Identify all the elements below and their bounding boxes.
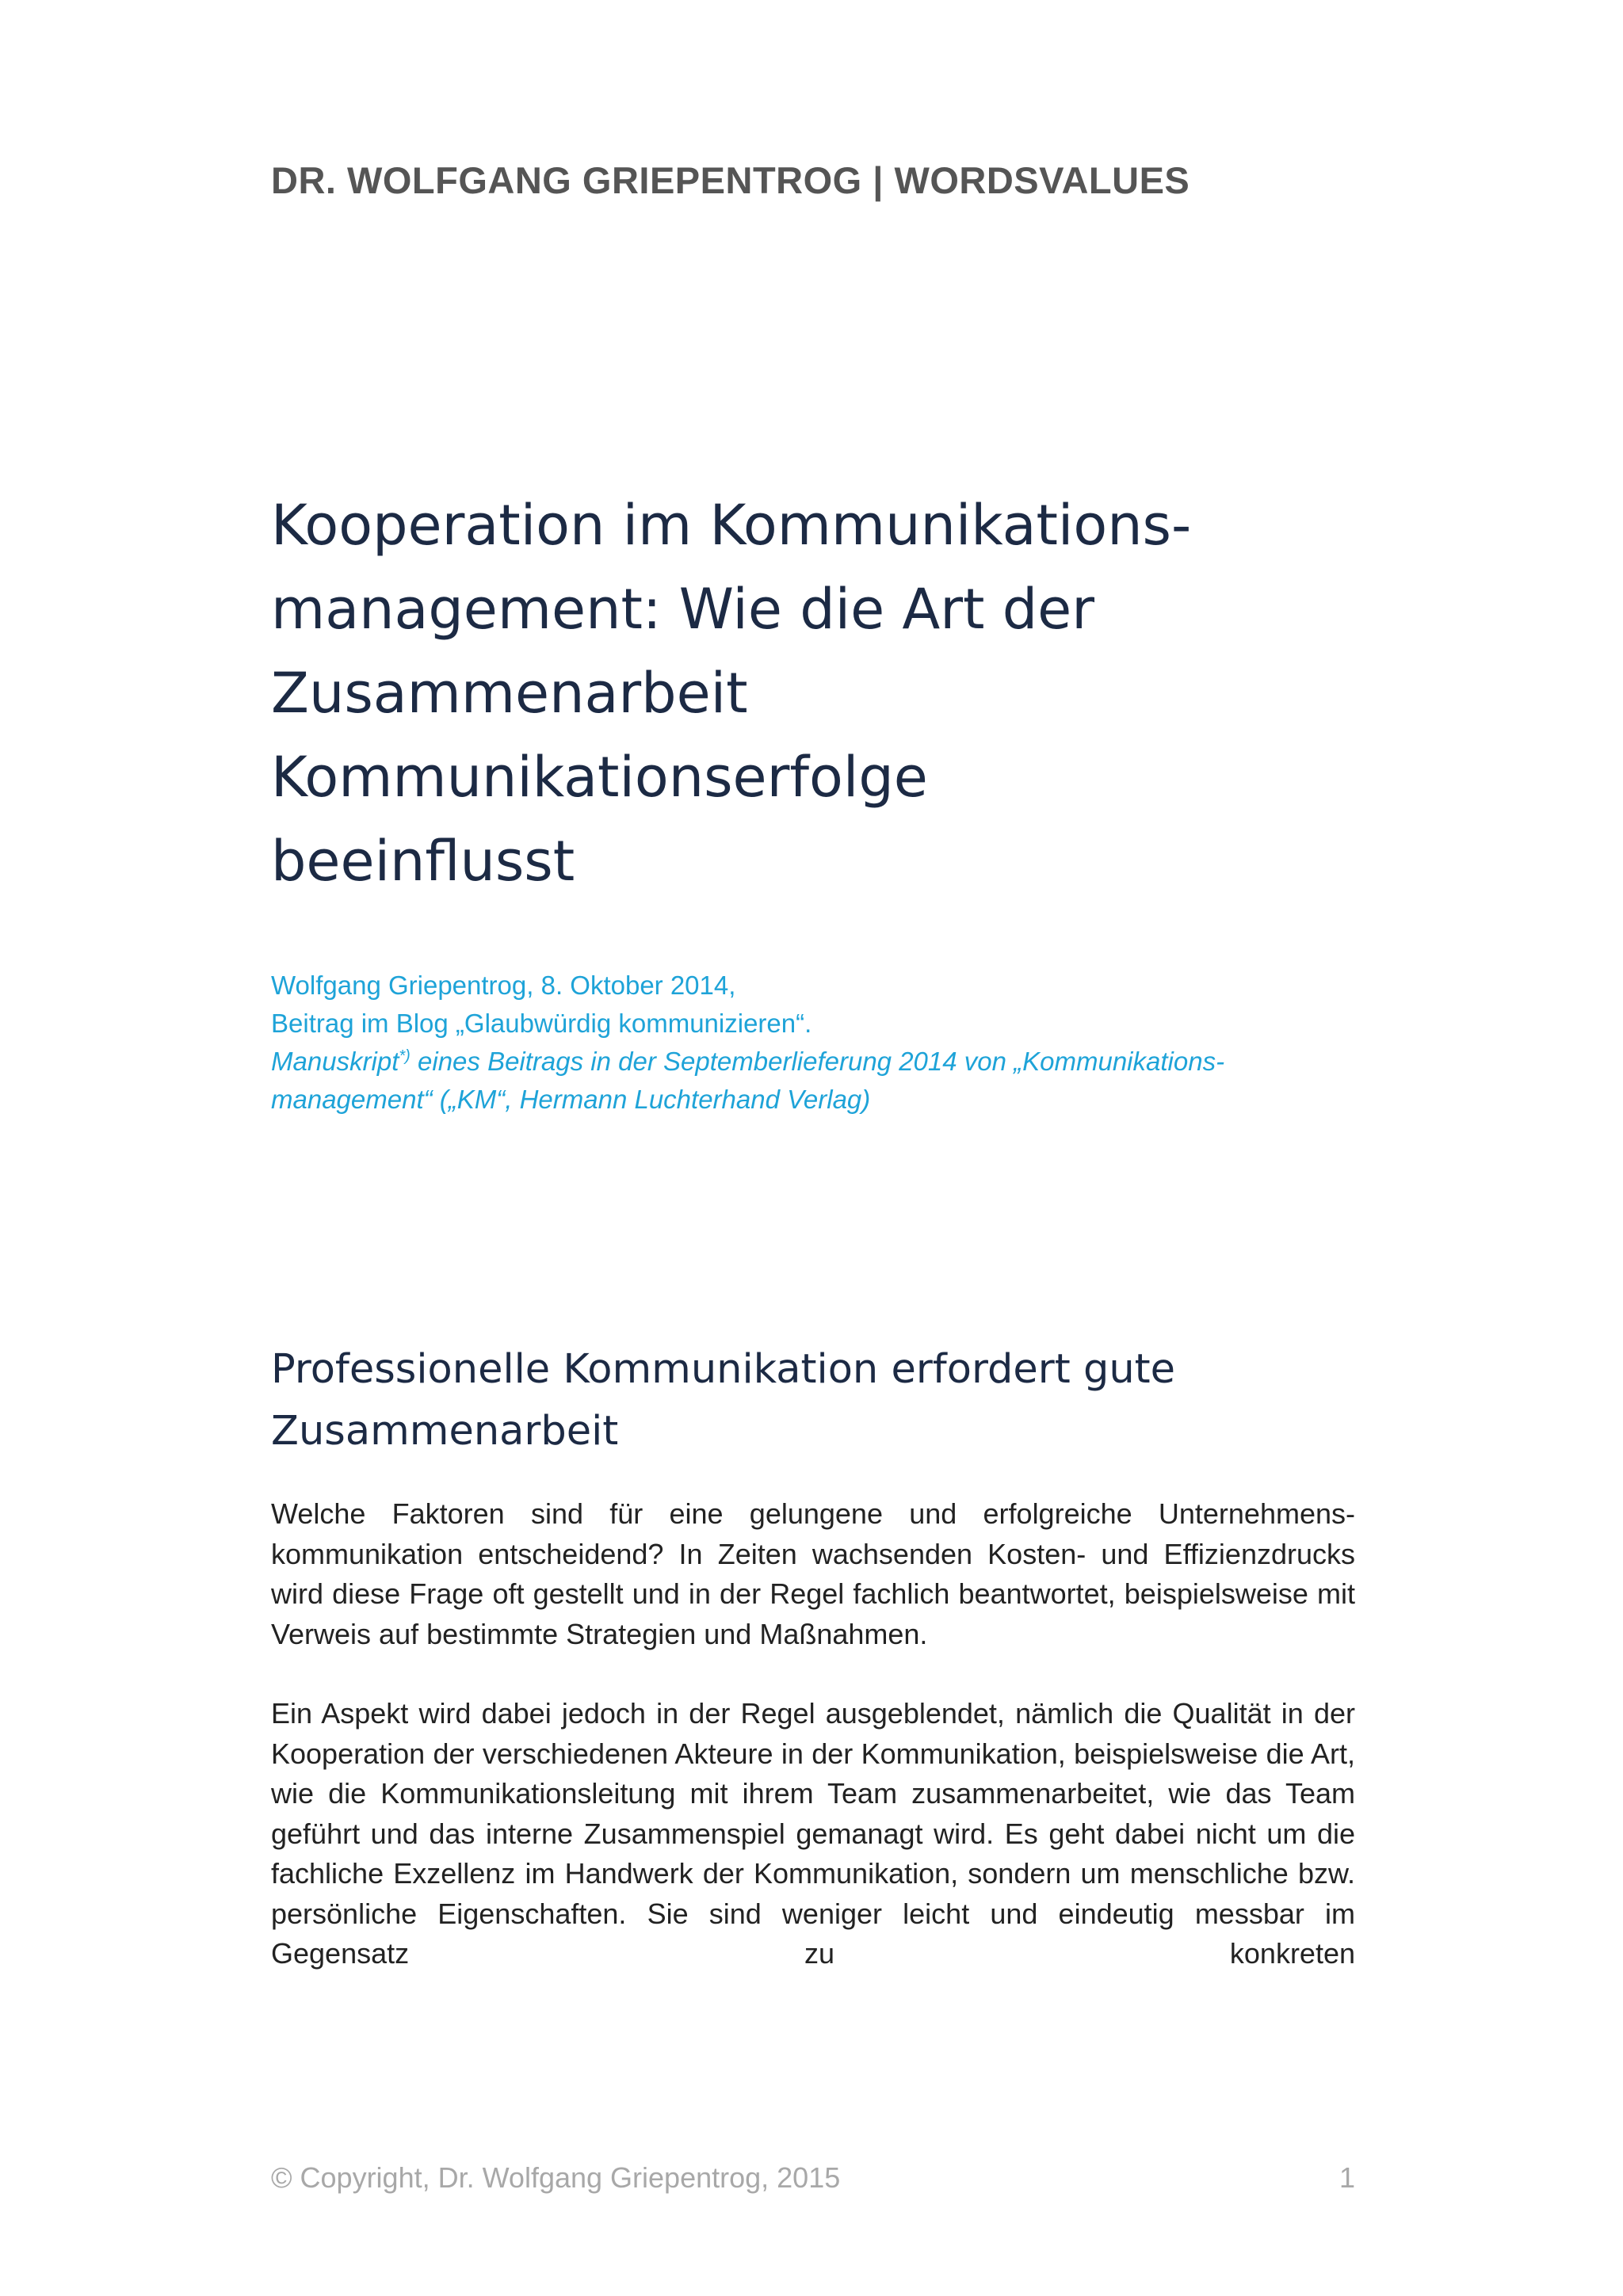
footnote-marker: *) (399, 1047, 411, 1065)
blog-reference: Beitrag im Blog „Glaubwürdig kommunizieren“. (271, 1009, 812, 1038)
title-line-3: Zusammenarbeit Kommunikationserfolge (271, 661, 928, 810)
title-line-1: Kooperation im Kommunikations- (271, 493, 1192, 558)
manuscript-prefix: Manuskript (271, 1047, 399, 1076)
title-line-2: management: Wie die Art der (271, 577, 1095, 642)
publication-info (271, 967, 1381, 1119)
author-date: Wolfgang Griepentrog, 8. Oktober 2014, (271, 971, 736, 1000)
title-line-4: beeinflusst (271, 829, 575, 894)
body-text (271, 1494, 1355, 2014)
section-heading-line-1: Professionelle Kommunikation erfordert gute (271, 1346, 1176, 1393)
manuscript-note (271, 1043, 1381, 1081)
page-number: 1 (1338, 2161, 1355, 2194)
document-title (271, 483, 1404, 903)
paragraph-1: Welche Faktoren sind für eine gelungene und erfolgreiche Unternehmens-kommunikation entscheidend? In Zeiten wachsenden Kosten- und Effizienzdrucks wird diese Frage oft gestellt und in der Regel fachlich beantwortet, beispielsweise mit Verweis auf bestimmte Strategien und Maßnahmen. (271, 1497, 1355, 1650)
manuscript-rest: eines Beitrags in der Septemberlieferung 2014 von „Kommunikations- (410, 1047, 1225, 1076)
section-heading-line-2: Zusammenarbeit (271, 1408, 619, 1455)
paragraph-2: Ein Aspekt wird dabei jedoch in der Regel ausgeblendet, nämlich die Qualität in der Kooperation der verschiedenen Akteure in der Kommunikation, beispielsweise die Art, wie die Kommunikationsleitung mit ihrem Team zusammenarbeitet, wie das Team geführt und das interne Zusammenspiel gemanagt wird. Es geht dabei nicht um die fachliche Exzellenz im Handwerk der Kommunikation, sondern um menschliche bzw. persönliche Eigenschaften. Sie sind weniger leicht und eindeutig messbar im Gegensatz zu konkreten (271, 1697, 1355, 1970)
section-heading (271, 1339, 1381, 1463)
document-header: DR. WOLFGANG GRIEPENTROG | WORDSVALUES (271, 159, 1190, 201)
manuscript-note-line-2: management“ („KM“, Hermann Luchterhand Verlag) (271, 1085, 871, 1114)
footer-copyright: © Copyright, Dr. Wolfgang Griepentrog, 2015 (271, 2161, 841, 2194)
